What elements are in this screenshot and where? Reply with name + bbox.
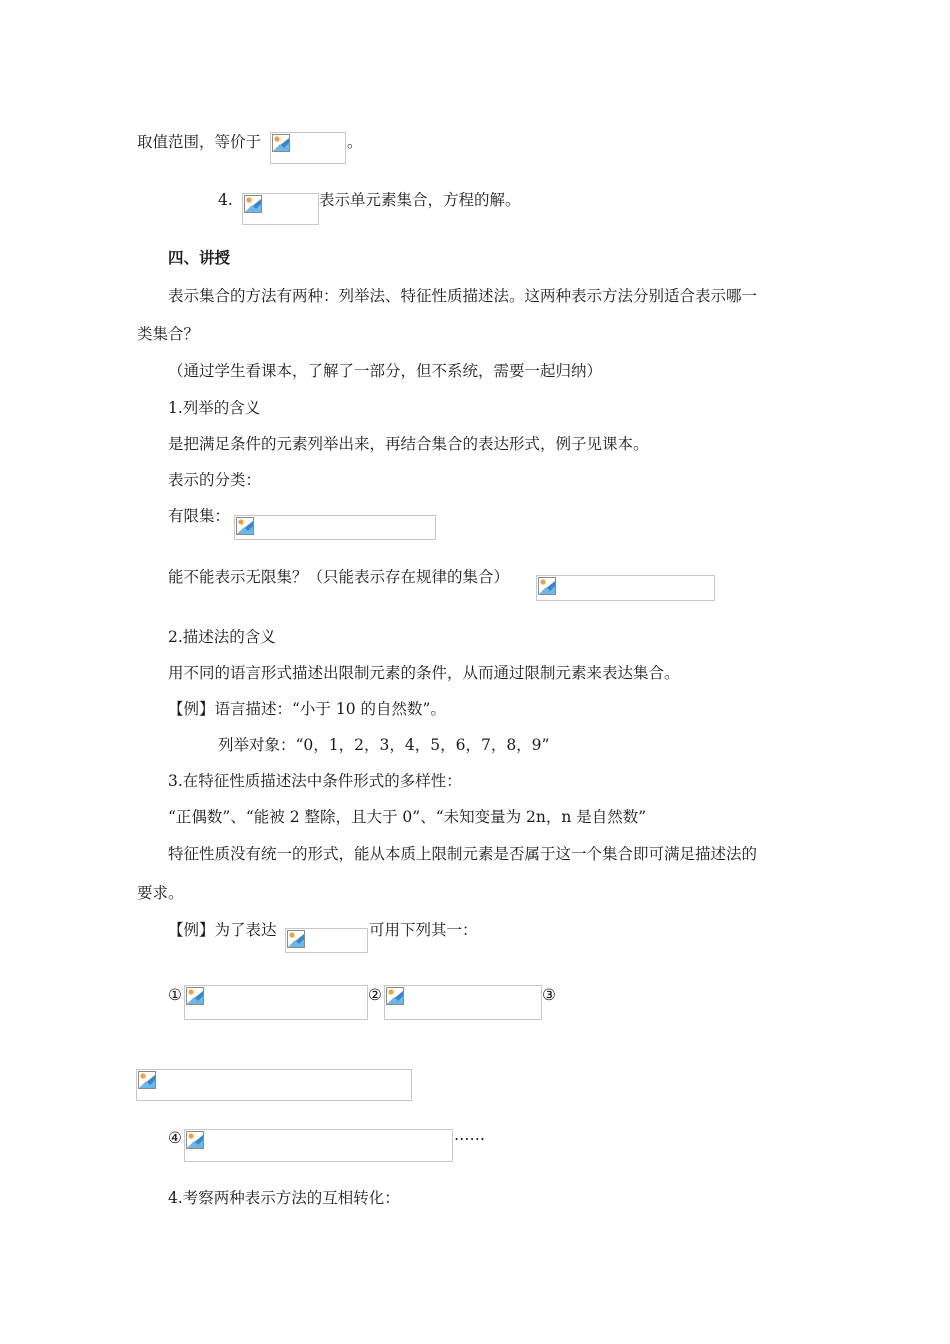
- text-example-list: 列举对象：“0，1，2，3，4，5，6，7，8，9”: [218, 736, 550, 754]
- formula-image: [536, 575, 715, 601]
- option-marker-2: ②: [368, 986, 382, 1004]
- text-finite-set: 有限集：: [168, 507, 231, 525]
- text-single-element-set: 表示单元素集合，方程的解。: [319, 191, 521, 209]
- text-example-express: 【例】为了表达: [168, 921, 277, 939]
- formula-image: [184, 1129, 453, 1162]
- broken-image-icon: [236, 517, 254, 535]
- formula-image: [242, 193, 319, 225]
- paragraph-methods-line2: 类集合？: [137, 325, 200, 343]
- paragraph-note: （通过学生看课本，了解了一部分，但不系统，需要一起归纳）: [168, 362, 603, 380]
- text-enumeration-definition: 是把满足条件的元素列举出来，再结合集合的表达形式，例子见课本。: [168, 435, 649, 453]
- subheading-enumeration: 1.列举的含义: [168, 399, 261, 417]
- formula-image: [184, 985, 368, 1020]
- subheading-conversion: 4.考察两种表示方法的互相转化：: [168, 1189, 400, 1207]
- text-no-unified-form-line1: 特征性质没有统一的形式，能从本质上限制元素是否属于这一个集合即可满足描述法的: [168, 845, 758, 863]
- text-period: 。: [347, 133, 363, 151]
- broken-image-icon: [186, 1131, 204, 1149]
- broken-image-icon: [244, 195, 262, 213]
- text-example-language: 【例】语言描述：“小于 10 的自然数”。: [168, 700, 446, 718]
- text-classification: 表示的分类：: [168, 471, 262, 489]
- item-number-4: 4.: [218, 191, 233, 209]
- text-example-choose: 可用下列其一：: [369, 921, 478, 939]
- formula-image: [285, 928, 368, 953]
- broken-image-icon: [138, 1071, 156, 1089]
- text-ellipsis: ……: [454, 1126, 485, 1144]
- formula-image: [136, 1069, 412, 1101]
- text-description-definition: 用不同的语言形式描述出限制元素的条件，从而通过限制元素来表达集合。: [168, 664, 680, 682]
- text-infinite-set-question: 能不能表示无限集？（只能表示存在规律的集合）: [168, 568, 510, 586]
- text-no-unified-form-line2: 要求。: [137, 884, 184, 902]
- formula-image: [234, 515, 436, 540]
- subheading-diversity: 3.在特征性质描述法中条件形式的多样性：: [168, 772, 462, 790]
- broken-image-icon: [538, 577, 556, 595]
- broken-image-icon: [386, 987, 404, 1005]
- broken-image-icon: [287, 930, 305, 948]
- broken-image-icon: [272, 134, 290, 152]
- paragraph-methods-line1: 表示集合的方法有两种：列举法、特征性质描述法。这两种表示方法分别适合表示哪一: [168, 287, 758, 305]
- section-heading: 四、讲授: [168, 249, 231, 267]
- option-marker-3: ③: [542, 986, 556, 1004]
- formula-image: [384, 985, 542, 1020]
- option-marker-1: ①: [168, 986, 182, 1004]
- broken-image-icon: [186, 987, 204, 1005]
- formula-image: [270, 132, 346, 164]
- option-marker-4: ④: [168, 1129, 182, 1147]
- text-condition-examples: “正偶数”、“能被 2 整除，且大于 0”、“未知变量为 2n，n 是自然数”: [168, 808, 647, 826]
- subheading-description: 2.描述法的含义: [168, 628, 276, 646]
- text-range-equivalent: 取值范围，等价于: [137, 133, 262, 151]
